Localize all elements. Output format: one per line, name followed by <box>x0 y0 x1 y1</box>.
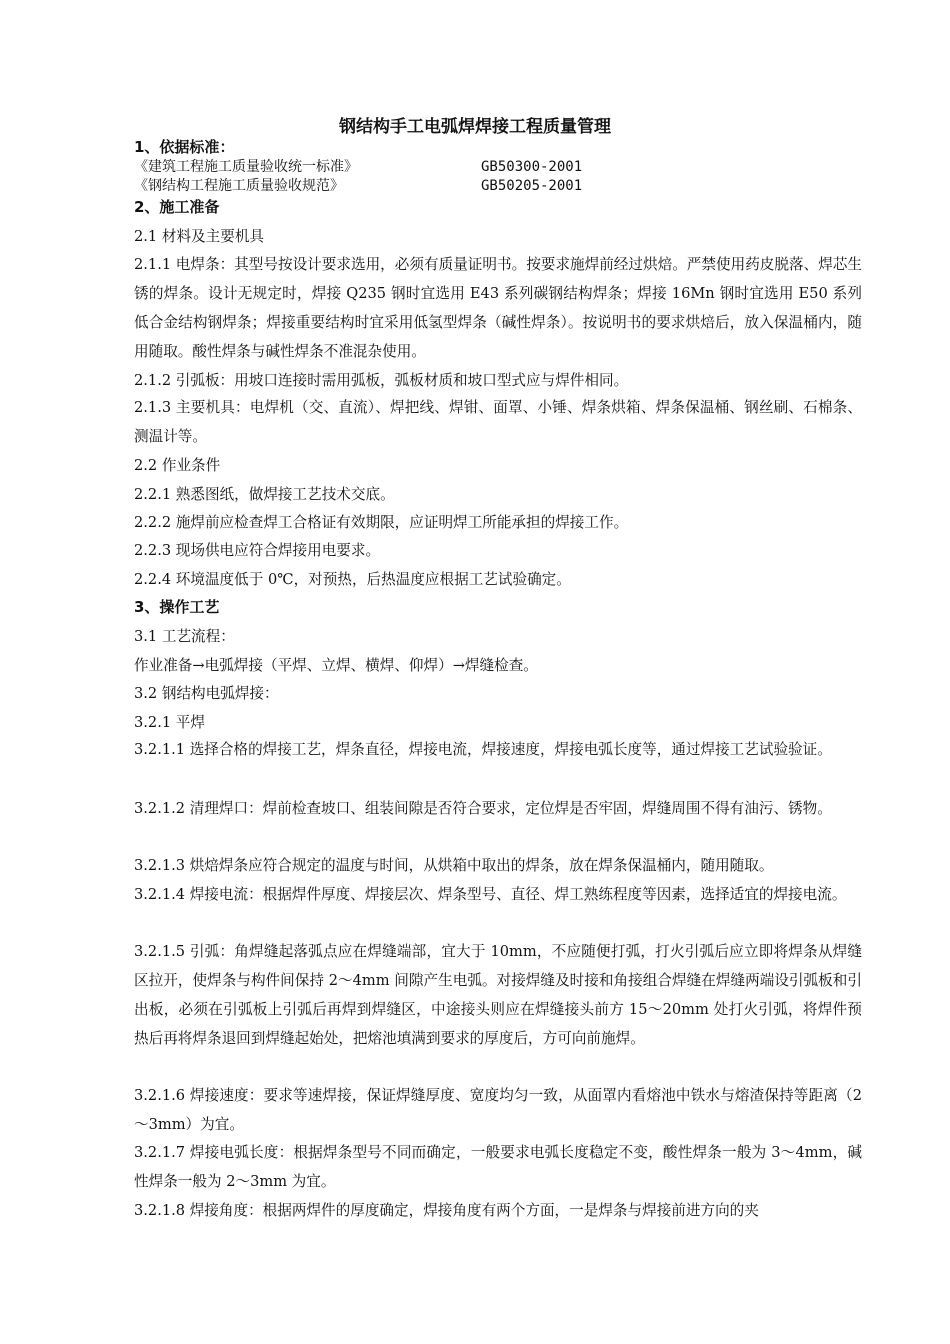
paragraph-3-1: 3.1 工艺流程： <box>134 628 235 645</box>
paragraph-2-2-3: 2.2.3 现场供电应符合焊接用电要求。 <box>134 542 381 559</box>
paragraph-flow: 作业准备→电弧焊接（平焊、立焊、横焊、仰焊）→焊缝检查。 <box>134 657 538 674</box>
standard-code-2: GB50205-2001 <box>481 178 583 194</box>
section-2-heading: 2、施工准备 <box>134 198 220 216</box>
paragraph-2-1-1: 2.1.1 电焊条：其型号按设计要求选用，必须有质量证明书。按要求施焊前经过烘焙。严禁使用药皮脱落、焊芯生锈的焊条。设计无规定时，焊接 Q235 钢时宜选用 E43 系列碳钢结构焊条；焊接 16Mn 钢时宜选用 E50 系列低合金结构钢焊条；焊接重要结构时宜采用低氢型焊条（碱性焊条）。按说明书的要求烘焙后，放入保温桶内，随用随取。酸性焊条与碱性焊条不准混杂使用。 <box>134 256 862 360</box>
paragraph-3-2-1-4: 3.2.1.4 焊接电流：根据焊件厚度、焊接层次、焊条型号、直径、焊工熟练程度等因素，选择适宜的焊接电流。 <box>134 886 847 903</box>
paragraph-3-2-1-3: 3.2.1.3 烘焙焊条应符合规定的温度与时间，从烘箱中取出的焊条，放在焊条保温桶内，随用随取。 <box>134 857 774 874</box>
paragraph-2-2-2: 2.2.2 施焊前应检查焊工合格证有效期限，应证明焊工所能承担的焊接工作。 <box>134 514 629 531</box>
paragraph-3-2-1-6: 3.2.1.6 焊接速度：要求等速焊接，保证焊缝厚度、宽度均匀一致，从面罩内看熔池中铁水与熔渣保持等距离（2～3mm）为宜。 <box>134 1087 862 1133</box>
paragraph-3-2-1-2: 3.2.1.2 清理焊口：焊前检查坡口、组装间隙是否符合要求，定位焊是否牢固，焊缝周围不得有油污、锈物。 <box>134 800 832 817</box>
standard-code-1: GB50300-2001 <box>481 159 583 175</box>
paragraph-3-2-1-7: 3.2.1.7 焊接电弧长度：根据焊条型号不同而确定，一般要求电弧长度稳定不变，酸性焊条一般为 3～4mm，碱性焊条一般为 2～3mm 为宜。 <box>134 1144 862 1190</box>
paragraph-3-2: 3.2 钢结构电弧焊接： <box>134 685 279 702</box>
section-1-heading: 1、依据标准： <box>134 138 235 156</box>
standard-name-1: 《建筑工程施工质量验收统一标准》 <box>134 159 358 175</box>
paragraph-2-1-3: 2.1.3 主要机具：电焊机（交、直流）、焊把线、焊钳、面罩、小锤、焊条烘箱、焊条保温桶、钢丝刷、石棉条、测温计等。 <box>134 399 862 445</box>
paragraph-2-2-4: 2.2.4 环境温度低于 0℃，对预热，后热温度应根据工艺试验确定。 <box>134 571 571 588</box>
paragraph-3-2-1: 3.2.1 平焊 <box>134 714 205 731</box>
paragraph-3-2-1-5: 3.2.1.5 引弧：角焊缝起落弧点应在焊缝端部，宜大于 10mm，不应随便打弧，打火引弧后应立即将焊条从焊缝区拉开，使焊条与构件间保持 2～4mm 间隙产生电弧。对接焊缝及时接和角接组合焊缝在焊缝两端设引弧板和引出板，必须在引弧板上引弧后再焊到焊缝区，中途接头则应在焊缝接头前方 15～20mm 处打火引弧，将焊件预热后再将焊条退回到焊缝起始处，把熔池填满到要求的厚度后，方可向前施焊。 <box>134 943 862 1047</box>
document-title: 钢结构手工电弧焊焊接工程质量管理 <box>339 117 611 137</box>
paragraph-3-2-1-1: 3.2.1.1 选择合格的焊接工艺，焊条直径，焊接电流，焊接速度，焊接电弧长度等，通过焊接工艺试验验证。 <box>134 741 832 758</box>
paragraph-2-1-2: 2.1.2 引弧板：用坡口连接时需用弧板，弧板材质和坡口型式应与焊件相同。 <box>134 372 629 389</box>
section-3-heading: 3、操作工艺 <box>134 598 220 616</box>
paragraph-2-1: 2.1 材料及主要机具 <box>134 228 265 245</box>
standard-name-2: 《钢结构工程施工质量验收规范》 <box>134 178 344 194</box>
paragraph-2-2: 2.2 作业条件 <box>134 457 221 474</box>
paragraph-3-2-1-8: 3.2.1.8 焊接角度：根据两焊件的厚度确定，焊接角度有两个方面，一是焊条与焊接前进方向的夹 <box>134 1202 759 1219</box>
paragraph-2-2-1: 2.2.1 熟悉图纸，做焊接工艺技术交底。 <box>134 486 395 503</box>
